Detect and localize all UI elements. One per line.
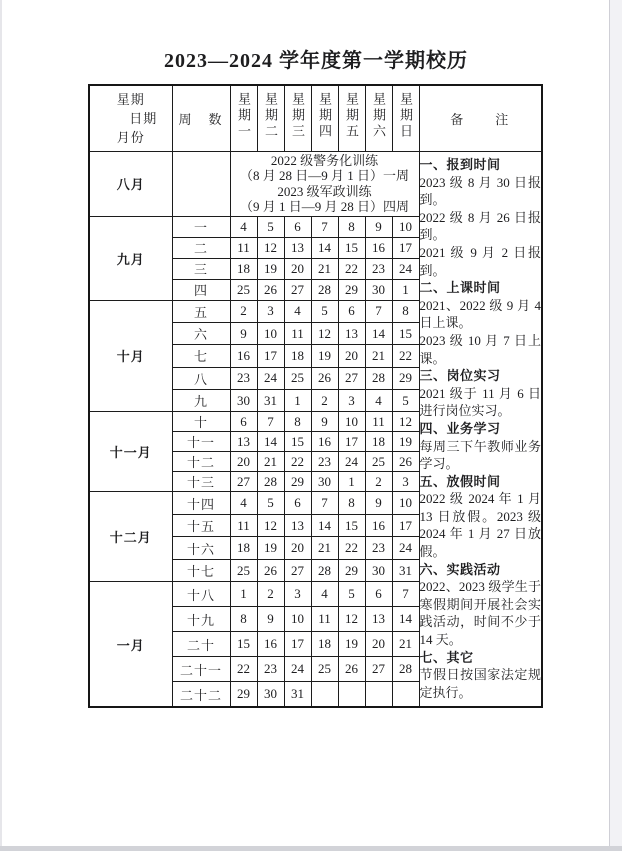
day-cell: 14 bbox=[392, 607, 419, 632]
day-cell: 25 bbox=[230, 279, 257, 300]
day-cell: 10 bbox=[284, 607, 311, 632]
week-number-cell: 十 bbox=[172, 412, 230, 432]
day-cell: 11 bbox=[230, 514, 257, 537]
week-number-cell: 一 bbox=[172, 216, 230, 237]
day-cell: 9 bbox=[365, 216, 392, 237]
day-cell: 21 bbox=[257, 452, 284, 472]
note-heading: 二、上课时间 bbox=[419, 280, 501, 296]
note-text: 2022、2023 级学生于寒假期间开展社会实践活动，时间不少于 14 天。 bbox=[419, 579, 541, 648]
day-cell: 27 bbox=[284, 279, 311, 300]
day-cell: 17 bbox=[392, 514, 419, 537]
day-cell: 27 bbox=[338, 367, 365, 389]
week-number-cell: 十三 bbox=[172, 472, 230, 492]
day-cell: 16 bbox=[365, 514, 392, 537]
day-header-text: 星期五 bbox=[344, 92, 359, 141]
note-text: 2022 级 8 月 26 日报到。 bbox=[419, 209, 541, 243]
day-cell: 5 bbox=[257, 492, 284, 515]
day-cell: 19 bbox=[257, 537, 284, 560]
day-cell: 23 bbox=[365, 258, 392, 279]
day-cell: 24 bbox=[338, 452, 365, 472]
day-cell: 1 bbox=[230, 582, 257, 607]
day-cell: 12 bbox=[257, 237, 284, 258]
day-cell: 12 bbox=[338, 607, 365, 632]
day-cell: 4 bbox=[365, 390, 392, 412]
day-cell: 29 bbox=[230, 682, 257, 707]
day-cell: 24 bbox=[257, 367, 284, 389]
day-cell: 20 bbox=[338, 345, 365, 367]
page-edge-bottom bbox=[0, 846, 622, 851]
week-number-cell: 十六 bbox=[172, 537, 230, 560]
note-text: 2021 级于 11 月 6 日进行岗位实习。 bbox=[419, 385, 541, 419]
day-header-text: 星期二 bbox=[263, 92, 278, 141]
month-cell: 八月 bbox=[89, 151, 172, 216]
table-header-row bbox=[89, 85, 542, 151]
day-cell: 11 bbox=[230, 237, 257, 258]
day-header-text: 星期四 bbox=[317, 92, 332, 141]
day-cell: 7 bbox=[311, 492, 338, 515]
day-cell: 18 bbox=[284, 345, 311, 367]
month-cell: 十一月 bbox=[89, 412, 172, 492]
day-cell: 11 bbox=[311, 607, 338, 632]
day-cell: 5 bbox=[257, 216, 284, 237]
day-cell: 28 bbox=[311, 559, 338, 582]
day-cell: 17 bbox=[284, 632, 311, 657]
notes-cell bbox=[419, 151, 542, 707]
day-cell: 27 bbox=[365, 657, 392, 682]
day-cell: 6 bbox=[230, 412, 257, 432]
day-cell: 13 bbox=[284, 237, 311, 258]
day-cell: 30 bbox=[257, 682, 284, 707]
day-cell: 16 bbox=[365, 237, 392, 258]
day-cell: 28 bbox=[365, 367, 392, 389]
day-cell: 4 bbox=[230, 492, 257, 515]
day-cell: 16 bbox=[257, 632, 284, 657]
day-cell: 8 bbox=[392, 300, 419, 322]
day-cell: 29 bbox=[284, 472, 311, 492]
day-cell: 29 bbox=[338, 279, 365, 300]
day-cell: 14 bbox=[365, 322, 392, 344]
day-cell: 14 bbox=[311, 514, 338, 537]
day-header-cell bbox=[365, 85, 392, 151]
day-cell: 13 bbox=[230, 432, 257, 452]
training-line: 2022 级警务化训练 bbox=[270, 152, 379, 168]
week-number-cell: 三 bbox=[172, 258, 230, 279]
week-number-cell: 八 bbox=[172, 367, 230, 389]
day-cell: 16 bbox=[311, 432, 338, 452]
day-cell: 18 bbox=[311, 632, 338, 657]
day-cell: 9 bbox=[311, 412, 338, 432]
week-number-cell: 十九 bbox=[172, 607, 230, 632]
day-cell: 22 bbox=[284, 452, 311, 472]
day-header-cell bbox=[392, 85, 419, 151]
day-cell: 26 bbox=[257, 559, 284, 582]
day-cell: 24 bbox=[392, 258, 419, 279]
day-cell: 10 bbox=[392, 492, 419, 515]
day-cell: 15 bbox=[284, 432, 311, 452]
day-cell: 8 bbox=[338, 216, 365, 237]
day-cell: 26 bbox=[257, 279, 284, 300]
day-cell: 26 bbox=[338, 657, 365, 682]
week-number-cell: 十一 bbox=[172, 432, 230, 452]
day-cell bbox=[338, 682, 365, 707]
day-cell: 21 bbox=[365, 345, 392, 367]
day-cell: 13 bbox=[284, 514, 311, 537]
day-cell: 28 bbox=[311, 279, 338, 300]
day-cell: 9 bbox=[257, 607, 284, 632]
note-text: 2021 级 9 月 2 日报到。 bbox=[419, 244, 541, 278]
day-cell: 3 bbox=[392, 472, 419, 492]
calendar-table bbox=[88, 84, 543, 708]
day-cell: 6 bbox=[284, 216, 311, 237]
day-cell: 10 bbox=[392, 216, 419, 237]
day-cell: 12 bbox=[257, 514, 284, 537]
day-cell: 23 bbox=[257, 657, 284, 682]
day-cell: 22 bbox=[230, 657, 257, 682]
training-line: （9 月 1 日—9 月 28 日）四周 bbox=[239, 199, 409, 214]
day-cell: 22 bbox=[338, 258, 365, 279]
day-cell: 15 bbox=[230, 632, 257, 657]
day-cell: 21 bbox=[311, 258, 338, 279]
day-cell: 11 bbox=[365, 412, 392, 432]
day-cell: 4 bbox=[284, 300, 311, 322]
day-cell: 23 bbox=[311, 452, 338, 472]
day-cell: 23 bbox=[230, 367, 257, 389]
day-cell: 21 bbox=[392, 632, 419, 657]
day-cell: 31 bbox=[284, 682, 311, 707]
day-cell: 20 bbox=[365, 632, 392, 657]
training-cell bbox=[230, 151, 419, 216]
day-header-text: 星期日 bbox=[398, 92, 413, 141]
day-cell: 18 bbox=[230, 537, 257, 560]
training-line: （8 月 28 日—9 月 1 日）一周 bbox=[239, 168, 409, 183]
month-cell: 九月 bbox=[89, 216, 172, 300]
day-cell: 4 bbox=[230, 216, 257, 237]
week-number-cell: 十七 bbox=[172, 559, 230, 582]
day-cell: 5 bbox=[338, 582, 365, 607]
week-number-cell: 四 bbox=[172, 279, 230, 300]
page-edge-right bbox=[609, 0, 622, 851]
day-cell: 13 bbox=[338, 322, 365, 344]
day-cell: 7 bbox=[311, 216, 338, 237]
week-number-cell: 二十一 bbox=[172, 657, 230, 682]
day-cell: 19 bbox=[257, 258, 284, 279]
day-cell: 30 bbox=[365, 559, 392, 582]
day-cell: 28 bbox=[392, 657, 419, 682]
training-line: 2023 级军政训练 bbox=[277, 183, 372, 199]
day-cell: 11 bbox=[284, 322, 311, 344]
notes-header: 备 注 bbox=[419, 85, 542, 151]
day-cell: 20 bbox=[284, 537, 311, 560]
month-cell: 十二月 bbox=[89, 492, 172, 582]
day-cell bbox=[311, 682, 338, 707]
table-row bbox=[89, 151, 542, 216]
note-text: 节假日按国家法定规定执行。 bbox=[419, 667, 541, 700]
day-cell: 2 bbox=[257, 582, 284, 607]
document-page bbox=[88, 0, 544, 708]
day-cell: 26 bbox=[311, 367, 338, 389]
day-cell: 7 bbox=[257, 412, 284, 432]
day-cell: 2 bbox=[365, 472, 392, 492]
day-cell: 7 bbox=[392, 582, 419, 607]
day-header-cell bbox=[311, 85, 338, 151]
day-cell: 6 bbox=[365, 582, 392, 607]
day-cell: 18 bbox=[230, 258, 257, 279]
day-cell: 5 bbox=[392, 390, 419, 412]
day-cell: 17 bbox=[338, 432, 365, 452]
note-heading: 三、岗位实习 bbox=[419, 368, 501, 384]
day-cell: 8 bbox=[338, 492, 365, 515]
day-cell: 16 bbox=[230, 345, 257, 367]
day-cell: 19 bbox=[311, 345, 338, 367]
day-cell: 18 bbox=[365, 432, 392, 452]
day-header-cell bbox=[338, 85, 365, 151]
day-cell: 8 bbox=[284, 412, 311, 432]
corner-cell bbox=[89, 85, 172, 151]
day-cell: 6 bbox=[284, 492, 311, 515]
day-cell: 14 bbox=[311, 237, 338, 258]
month-cell: 一月 bbox=[89, 582, 172, 707]
note-text: 2022 级 2024 年 1 月 13 日放假。2023 级 2024 年 1 月 27 日放假。 bbox=[419, 491, 541, 560]
day-cell: 30 bbox=[230, 390, 257, 412]
day-cell: 15 bbox=[392, 322, 419, 344]
day-cell: 15 bbox=[338, 237, 365, 258]
day-cell: 12 bbox=[392, 412, 419, 432]
note-text: 每周三下午教师业务学习。 bbox=[419, 438, 541, 472]
note-text: 2021、2022 级 9 月 4 日上课。 bbox=[419, 297, 541, 331]
day-cell: 9 bbox=[230, 322, 257, 344]
week-number-cell: 十四 bbox=[172, 492, 230, 515]
note-heading: 七、其它 bbox=[419, 649, 474, 665]
day-cell: 19 bbox=[338, 632, 365, 657]
day-cell: 22 bbox=[392, 345, 419, 367]
day-cell: 10 bbox=[338, 412, 365, 432]
day-header-cell bbox=[230, 85, 257, 151]
day-cell: 25 bbox=[311, 657, 338, 682]
day-cell: 31 bbox=[392, 559, 419, 582]
day-cell: 8 bbox=[230, 607, 257, 632]
day-cell: 15 bbox=[338, 514, 365, 537]
day-cell: 25 bbox=[230, 559, 257, 582]
day-cell: 12 bbox=[311, 322, 338, 344]
day-cell: 20 bbox=[230, 452, 257, 472]
day-cell: 28 bbox=[257, 472, 284, 492]
day-cell: 3 bbox=[338, 390, 365, 412]
page-edge-left bbox=[0, 0, 2, 851]
day-cell: 21 bbox=[311, 537, 338, 560]
week-number-cell bbox=[172, 151, 230, 216]
day-cell bbox=[365, 682, 392, 707]
day-cell: 29 bbox=[338, 559, 365, 582]
day-cell: 4 bbox=[311, 582, 338, 607]
week-number-cell: 二 bbox=[172, 237, 230, 258]
day-cell: 25 bbox=[284, 367, 311, 389]
day-cell: 6 bbox=[338, 300, 365, 322]
day-cell: 2 bbox=[230, 300, 257, 322]
corner-label-date: 日期 bbox=[129, 110, 158, 126]
note-heading: 六、实践活动 bbox=[419, 561, 501, 577]
note-text: 2023 级 10 月 7 日上课。 bbox=[419, 332, 541, 366]
day-cell: 24 bbox=[392, 537, 419, 560]
day-cell: 5 bbox=[311, 300, 338, 322]
week-number-cell: 二十二 bbox=[172, 682, 230, 707]
day-cell: 30 bbox=[365, 279, 392, 300]
note-heading: 一、报到时间 bbox=[419, 157, 501, 173]
day-cell: 1 bbox=[284, 390, 311, 412]
week-number-header: 周 数 bbox=[172, 85, 230, 151]
week-number-cell: 十八 bbox=[172, 582, 230, 607]
day-cell: 17 bbox=[392, 237, 419, 258]
day-header-cell bbox=[284, 85, 311, 151]
week-number-cell: 九 bbox=[172, 390, 230, 412]
day-cell: 3 bbox=[284, 582, 311, 607]
day-cell: 30 bbox=[311, 472, 338, 492]
day-cell: 23 bbox=[365, 537, 392, 560]
day-cell: 14 bbox=[257, 432, 284, 452]
day-cell: 10 bbox=[257, 322, 284, 344]
day-header-text: 星期六 bbox=[371, 92, 386, 141]
day-cell: 13 bbox=[365, 607, 392, 632]
corner-label-weekday: 星期 bbox=[116, 91, 145, 107]
week-number-cell: 二十 bbox=[172, 632, 230, 657]
day-cell: 25 bbox=[365, 452, 392, 472]
day-cell: 27 bbox=[284, 559, 311, 582]
day-cell: 31 bbox=[257, 390, 284, 412]
month-cell: 十月 bbox=[89, 300, 172, 412]
day-cell: 1 bbox=[392, 279, 419, 300]
day-cell: 3 bbox=[257, 300, 284, 322]
day-cell: 2 bbox=[311, 390, 338, 412]
day-header-text: 星期一 bbox=[236, 92, 251, 141]
day-cell: 1 bbox=[338, 472, 365, 492]
day-cell: 17 bbox=[257, 345, 284, 367]
week-number-cell: 五 bbox=[172, 300, 230, 322]
day-cell: 27 bbox=[230, 472, 257, 492]
note-text: 2023 级 8 月 30 日报到。 bbox=[419, 174, 541, 208]
day-header-text: 星期三 bbox=[290, 92, 305, 141]
week-number-cell: 六 bbox=[172, 322, 230, 344]
day-cell: 26 bbox=[392, 452, 419, 472]
day-cell: 20 bbox=[284, 258, 311, 279]
day-cell: 7 bbox=[365, 300, 392, 322]
day-cell: 22 bbox=[338, 537, 365, 560]
day-cell bbox=[392, 682, 419, 707]
day-cell: 9 bbox=[365, 492, 392, 515]
note-heading: 四、业务学习 bbox=[419, 420, 501, 436]
week-number-cell: 七 bbox=[172, 345, 230, 367]
corner-label-month: 月份 bbox=[116, 129, 145, 145]
week-number-cell: 十五 bbox=[172, 514, 230, 537]
note-heading: 五、放假时间 bbox=[419, 473, 501, 489]
day-header-cell bbox=[257, 85, 284, 151]
day-cell: 19 bbox=[392, 432, 419, 452]
week-number-cell: 十二 bbox=[172, 452, 230, 472]
page-title: 2023—2024 学年度第一学期校历 bbox=[164, 50, 468, 72]
day-cell: 24 bbox=[284, 657, 311, 682]
day-cell: 29 bbox=[392, 367, 419, 389]
